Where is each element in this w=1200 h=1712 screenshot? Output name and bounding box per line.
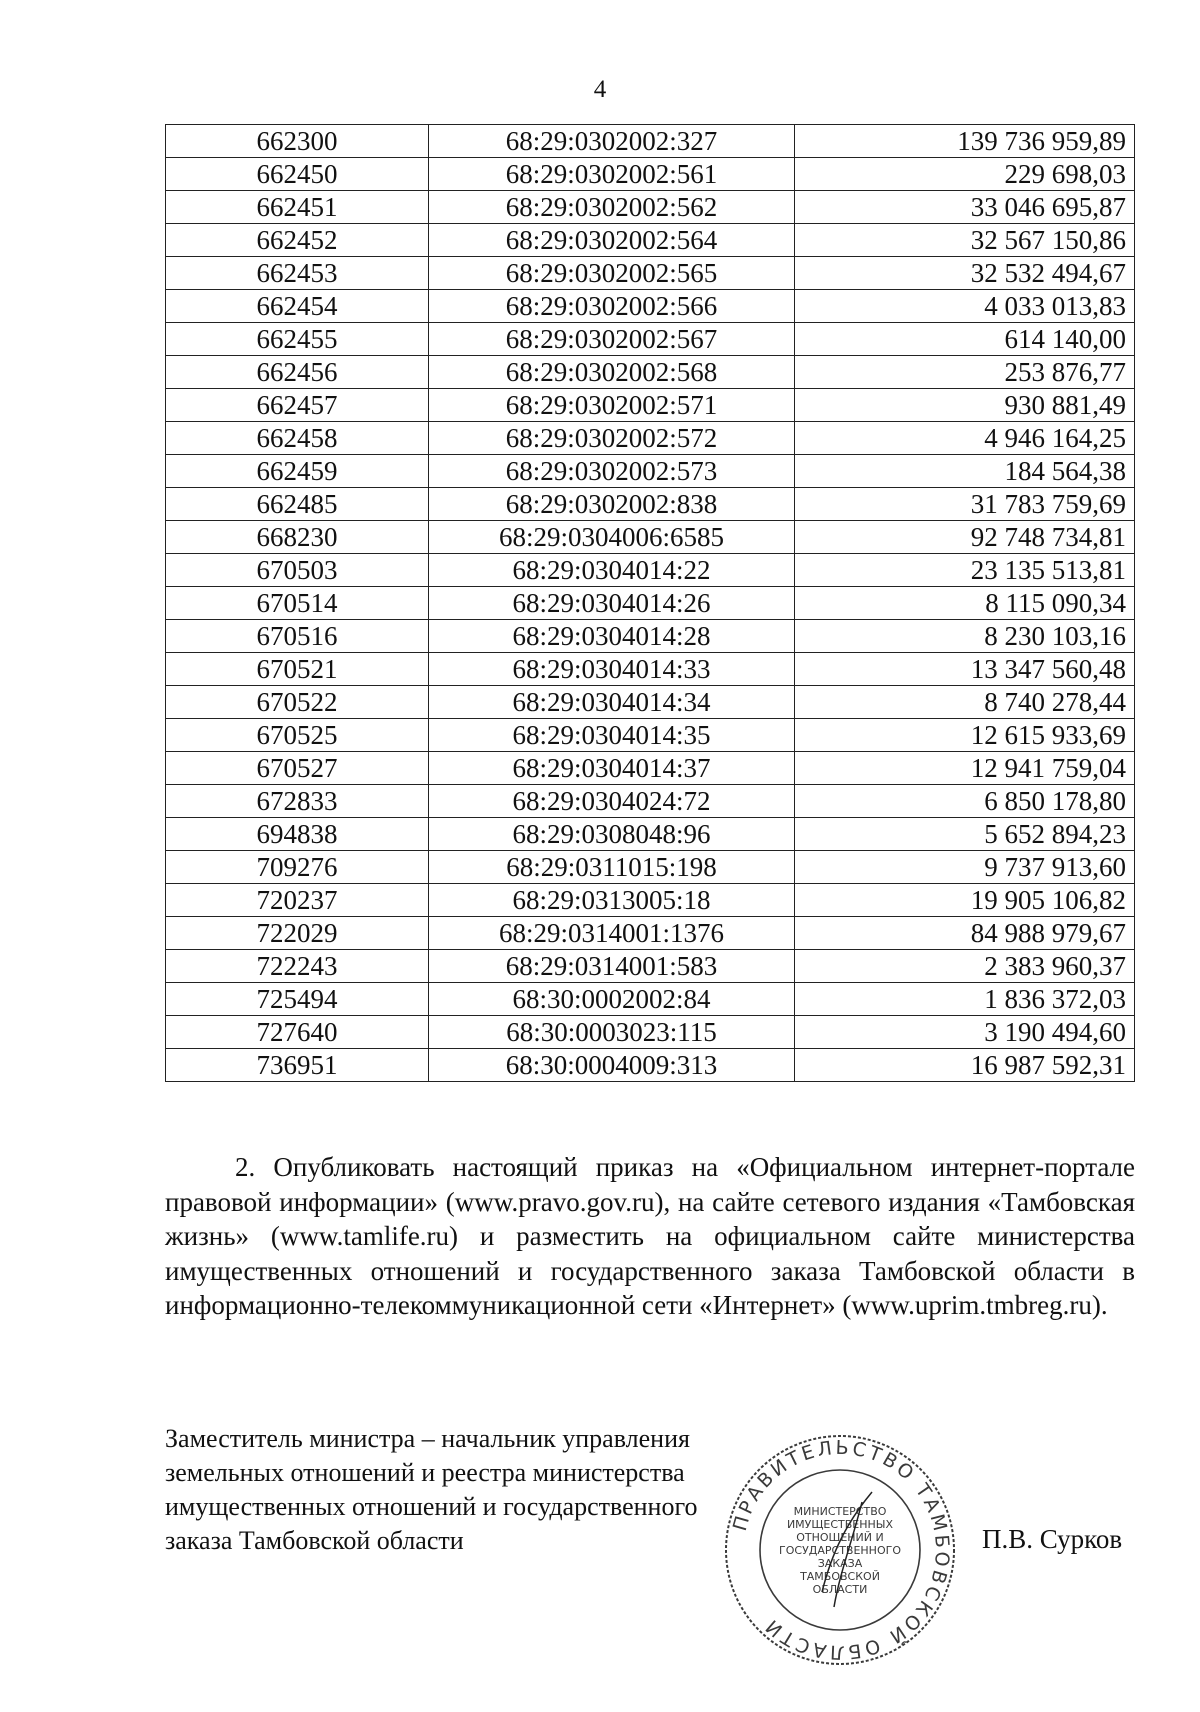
cadastral-number-cell: 68:29:0314001:1376 [429, 917, 795, 950]
cadastral-number-cell: 68:29:0302002:327 [429, 125, 795, 158]
cadastral-number-cell: 68:29:0304006:6585 [429, 521, 795, 554]
table-row [166, 785, 1135, 818]
table-row [166, 587, 1135, 620]
table-row [166, 125, 1135, 158]
code-cell: 662450 [166, 158, 429, 191]
cadastral-value-cell: 3 190 494,60 [795, 1016, 1135, 1049]
cadastral-number-cell: 68:29:0308048:96 [429, 818, 795, 851]
cadastral-number-cell: 68:29:0304014:37 [429, 752, 795, 785]
table-row [166, 290, 1135, 323]
signature-block [165, 1422, 785, 1558]
cadastral-number-cell: 68:29:0304014:26 [429, 587, 795, 620]
cadastral-value-cell: 84 988 979,67 [795, 917, 1135, 950]
code-cell: 662458 [166, 422, 429, 455]
code-cell: 662459 [166, 455, 429, 488]
code-cell: 662485 [166, 488, 429, 521]
cadastral-number-cell: 68:29:0304014:33 [429, 653, 795, 686]
code-cell: 694838 [166, 818, 429, 851]
table-row [166, 356, 1135, 389]
signer-title-line: Заместитель министра – начальник управления [165, 1424, 690, 1453]
code-cell: 670514 [166, 587, 429, 620]
seal-inner-line: ОБЛАСТИ [812, 1583, 868, 1596]
code-cell: 672833 [166, 785, 429, 818]
table-row [166, 488, 1135, 521]
seal-outer-text: ПРАВИТЕЛЬСТВО ТАМБОВСКОЙ ОБЛАСТИ [728, 1436, 954, 1664]
cadastral-number-cell: 68:29:0302002:571 [429, 389, 795, 422]
signer-title-line: земельных отношений и реестра министерства [165, 1458, 685, 1487]
code-cell: 670522 [166, 686, 429, 719]
table-row [166, 719, 1135, 752]
code-cell: 670525 [166, 719, 429, 752]
cadastral-value-cell: 32 532 494,67 [795, 257, 1135, 290]
cadastral-number-cell: 68:29:0302002:562 [429, 191, 795, 224]
code-cell: 736951 [166, 1049, 429, 1082]
code-cell: 662457 [166, 389, 429, 422]
cadastral-value-cell: 614 140,00 [795, 323, 1135, 356]
cadastral-value-cell: 2 383 960,37 [795, 950, 1135, 983]
code-cell: 662455 [166, 323, 429, 356]
code-cell: 722029 [166, 917, 429, 950]
cadastral-number-cell: 68:29:0302002:564 [429, 224, 795, 257]
cadastral-number-cell: 68:30:0002002:84 [429, 983, 795, 1016]
signer-title-line: имущественных отношений и государственного [165, 1492, 698, 1521]
table-row [166, 686, 1135, 719]
cadastral-number-cell: 68:29:0313005:18 [429, 884, 795, 917]
cadastral-number-cell: 68:29:0304014:22 [429, 554, 795, 587]
code-cell: 662300 [166, 125, 429, 158]
table-row [166, 422, 1135, 455]
table-row [166, 158, 1135, 191]
cadastral-value-cell: 19 905 106,82 [795, 884, 1135, 917]
code-cell: 727640 [166, 1016, 429, 1049]
cadastral-number-cell: 68:29:0302002:565 [429, 257, 795, 290]
cadastral-number-cell: 68:29:0304014:34 [429, 686, 795, 719]
code-cell: 670503 [166, 554, 429, 587]
cadastral-number-cell: 68:29:0302002:566 [429, 290, 795, 323]
cadastral-value-cell: 6 850 178,80 [795, 785, 1135, 818]
cadastral-number-cell: 68:29:0302002:573 [429, 455, 795, 488]
cadastral-number-cell: 68:29:0302002:561 [429, 158, 795, 191]
table-row [166, 224, 1135, 257]
table-row [166, 620, 1135, 653]
cadastral-number-cell: 68:29:0302002:568 [429, 356, 795, 389]
seal-inner-line: ТАМБОВСКОЙ [800, 1570, 880, 1583]
cadastral-number-cell: 68:29:0314001:583 [429, 950, 795, 983]
signer-title-line: заказа Тамбовской области [165, 1526, 464, 1555]
seal-inner-line: МИНИСТЕРСТВО [793, 1505, 887, 1518]
publication-paragraph: 2. Опубликовать настоящий приказ на «Официальном интернет-портале правовой информации» (www.pravo.gov.ru), на сайте сетевого издания «Тамбовская жизнь» (www.tamlife.ru) и разместить на официальном сайте министерства имущественных отношений и государственного заказа Тамбовской области в информационно-телекоммуникационной сети «Интернет» (www.uprim.tmbreg.ru). [165, 1152, 1135, 1320]
table-row [166, 323, 1135, 356]
table-row [166, 818, 1135, 851]
seal-inner-line: ОТНОШЕНИЙ И [796, 1531, 884, 1544]
code-cell: 662456 [166, 356, 429, 389]
cadastral-number-cell: 68:29:0302002:567 [429, 323, 795, 356]
cadastral-value-table [165, 124, 1135, 1082]
table-row [166, 950, 1135, 983]
table-row [166, 455, 1135, 488]
code-cell: 662454 [166, 290, 429, 323]
cadastral-value-cell: 8 230 103,16 [795, 620, 1135, 653]
cadastral-value-cell: 184 564,38 [795, 455, 1135, 488]
cadastral-value-cell: 33 046 695,87 [795, 191, 1135, 224]
table-row [166, 884, 1135, 917]
cadastral-value-cell: 92 748 734,81 [795, 521, 1135, 554]
cadastral-value-cell: 12 941 759,04 [795, 752, 1135, 785]
table-row [166, 1049, 1135, 1082]
table-row [166, 1016, 1135, 1049]
cadastral-number-cell: 68:29:0311015:198 [429, 851, 795, 884]
table-row [166, 389, 1135, 422]
code-cell: 668230 [166, 521, 429, 554]
table-row [166, 554, 1135, 587]
table-row [166, 983, 1135, 1016]
table-row [166, 653, 1135, 686]
cadastral-number-cell: 68:29:0302002:838 [429, 488, 795, 521]
cadastral-number-cell: 68:29:0304014:28 [429, 620, 795, 653]
code-cell: 709276 [166, 851, 429, 884]
code-cell: 725494 [166, 983, 429, 1016]
cadastral-value-cell: 8 740 278,44 [795, 686, 1135, 719]
cadastral-value-cell: 1 836 372,03 [795, 983, 1135, 1016]
cadastral-value-cell: 12 615 933,69 [795, 719, 1135, 752]
seal-inner-line: ЗАКАЗА [817, 1557, 863, 1570]
cadastral-value-cell: 31 783 759,69 [795, 488, 1135, 521]
cadastral-number-cell: 68:29:0304024:72 [429, 785, 795, 818]
cadastral-value-cell: 253 876,77 [795, 356, 1135, 389]
cadastral-value-cell: 16 987 592,31 [795, 1049, 1135, 1082]
code-cell: 722243 [166, 950, 429, 983]
cadastral-value-cell: 23 135 513,81 [795, 554, 1135, 587]
table-row [166, 752, 1135, 785]
table-row [166, 851, 1135, 884]
signer-name: П.В. Сурков [982, 1524, 1123, 1554]
code-cell: 662452 [166, 224, 429, 257]
code-cell: 720237 [166, 884, 429, 917]
cadastral-number-cell: 68:29:0302002:572 [429, 422, 795, 455]
table-row [166, 917, 1135, 950]
cadastral-value-cell: 139 736 959,89 [795, 125, 1135, 158]
code-cell: 662453 [166, 257, 429, 290]
cadastral-value-cell: 13 347 560,48 [795, 653, 1135, 686]
official-seal-stamp [722, 1432, 958, 1668]
cadastral-value-cell: 930 881,49 [795, 389, 1135, 422]
page-number: 4 [593, 76, 607, 103]
table-row [166, 257, 1135, 290]
code-cell: 670527 [166, 752, 429, 785]
table-row [166, 521, 1135, 554]
table-body [166, 125, 1135, 1082]
code-cell: 662451 [166, 191, 429, 224]
cadastral-value-cell: 32 567 150,86 [795, 224, 1135, 257]
cadastral-value-cell: 8 115 090,34 [795, 587, 1135, 620]
cadastral-value-cell: 4 033 013,83 [795, 290, 1135, 323]
cadastral-number-cell: 68:30:0004009:313 [429, 1049, 795, 1082]
cadastral-value-cell: 9 737 913,60 [795, 851, 1135, 884]
table-row [166, 191, 1135, 224]
code-cell: 670516 [166, 620, 429, 653]
cadastral-value-cell: 229 698,03 [795, 158, 1135, 191]
cadastral-value-cell: 4 946 164,25 [795, 422, 1135, 455]
seal-inner-line: ИМУЩЕСТВЕННЫХ [786, 1518, 894, 1531]
cadastral-value-cell: 5 652 894,23 [795, 818, 1135, 851]
cadastral-number-cell: 68:29:0304014:35 [429, 719, 795, 752]
seal-inner-line: ГОСУДАРСТВЕННОГО [779, 1544, 901, 1557]
code-cell: 670521 [166, 653, 429, 686]
cadastral-number-cell: 68:30:0003023:115 [429, 1016, 795, 1049]
